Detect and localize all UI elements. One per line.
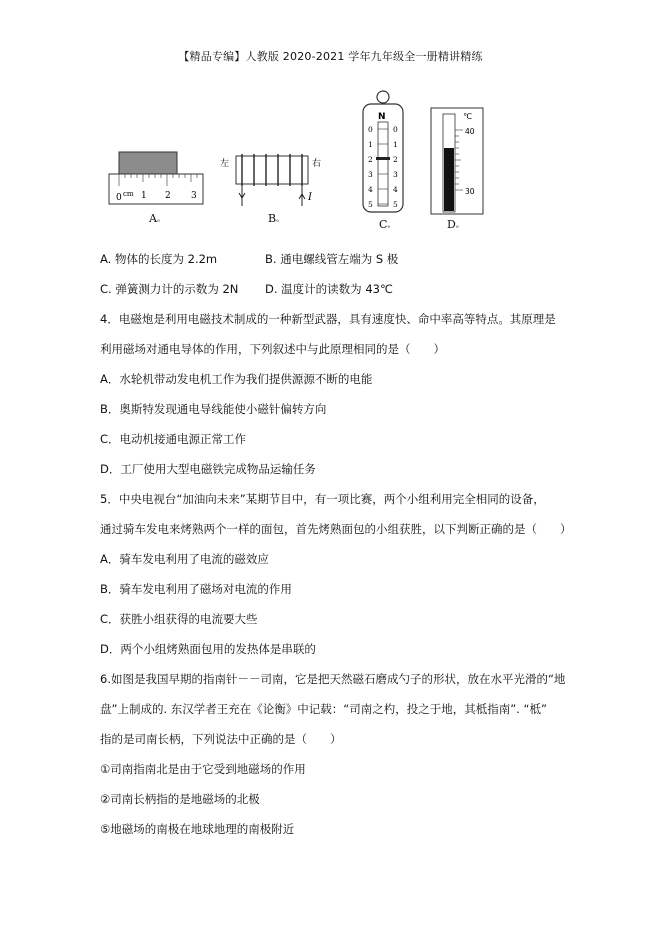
svg-text:5: 5 (368, 200, 373, 209)
q5-stem-line-2: 通过骑车发电来烤熟两个一样的面包，首先烤熟面包的小组获胜，以下判断正确的是（ ） (100, 522, 572, 536)
svg-text:2: 2 (368, 155, 373, 164)
svg-text:4: 4 (368, 185, 373, 194)
ruler-unit: cm (123, 190, 134, 198)
figure-row (100, 88, 520, 238)
mercury-column (444, 148, 454, 211)
thermometer-label-30: 30 (465, 187, 475, 196)
q6-statement-2: ②司南长柄指的是地磁场的北极 (100, 792, 260, 806)
ruler-tick-2: 2 (165, 191, 171, 201)
svg-text:3: 3 (368, 170, 373, 179)
measured-block (119, 152, 177, 174)
spring-scale-drawing (355, 88, 415, 216)
scale-letter: N (378, 112, 386, 122)
svg-text:4: 4 (393, 185, 398, 194)
q4-option-d: D．工厂使用大型电磁铁完成物品运输任务 (100, 462, 316, 476)
q5-option-a: A．骑车发电利用了电流的磁效应 (100, 552, 269, 566)
label-left: 左 (220, 159, 230, 169)
thermometer-case (431, 108, 483, 214)
ruler-tick-1: 1 (141, 191, 147, 201)
q5-option-d: D．两个小组烤熟面包用的发热体是串联的 (100, 642, 316, 656)
q4-option-b: B．奥斯特发现通电导线能使小磁针偏转方向 (100, 402, 327, 416)
q6-statement-1: ①司南指南北是由于它受到地磁场的作用 (100, 762, 306, 776)
q4-stem-line-2: 利用磁场对通电导体的作用，下列叙述中与此原理相同的是（ ） (100, 342, 445, 356)
page-header: 【精品专编】人教版 2020-2021 学年九年级全一册精讲精练 (178, 50, 483, 63)
thermometer-drawing (425, 106, 489, 218)
hanging-ring (377, 91, 389, 103)
q5-option-b: B．骑车发电利用了磁场对电流的作用 (100, 582, 292, 596)
thermometer-label-40: 40 (465, 127, 475, 136)
current-label: I (308, 192, 312, 203)
q3-option-d: D. 温度计的读数为 43℃ (265, 282, 393, 296)
q3-option-b: B. 通电螺线管左端为 S 极 (265, 252, 399, 266)
solenoid-drawing (220, 150, 330, 210)
q5-option-c: C．获胜小组获得的电流要大些 (100, 612, 258, 626)
thermometer-unit: ℃ (463, 112, 472, 121)
q4-option-c: C．电动机接通电源正常工作 (100, 432, 247, 446)
ruler-body (109, 174, 203, 204)
ruler-tick-0: 0 (116, 193, 122, 203)
q4-stem-line-1: 4．电磁炮是利用电磁技术制成的一种新型武器，具有速度快、命中率高等特点。其原理是 (100, 312, 556, 326)
figure-a-ruler (105, 148, 205, 225)
figure-d-thermometer (425, 106, 489, 231)
label-right: 右 (312, 159, 322, 169)
svg-text:1: 1 (393, 140, 398, 149)
q6-statement-3: ⑤地磁场的南极在地球地理的南极附近 (100, 822, 295, 836)
svg-text:5: 5 (393, 200, 398, 209)
caption-b: Bₑ (268, 212, 280, 225)
caption-d: Dₑ (447, 218, 459, 231)
figure-c-spring-scale (355, 88, 415, 231)
svg-text:1: 1 (368, 140, 373, 149)
q3-option-a: A. 物体的长度为 2.2m (100, 252, 218, 266)
q5-stem-line-1: 5．中央电视台“加油向未来”某期节目中，有一项比赛，两个小组利用完全相同的设备， (100, 492, 545, 506)
q6-stem-line-1: 6.如图是我国早期的指南针－－司南，它是把天然磁石磨成勺子的形状，放在水平光滑的“地 (100, 672, 566, 686)
svg-text:0: 0 (393, 125, 398, 134)
svg-text:0: 0 (368, 125, 373, 134)
figure-b-solenoid (220, 150, 330, 225)
ruler-tick-3: 3 (191, 191, 197, 201)
scale-slot (378, 122, 388, 206)
q6-stem-line-2: 盘”上制成的. 东汉学者王充在《论衡》中记载：“司南之杓，投之于地，其柢指南”. “柢” (100, 702, 547, 716)
svg-text:2: 2 (393, 155, 398, 164)
ruler-drawing (105, 148, 205, 208)
q3-option-c: C. 弹簧测力计的示数为 2N (100, 282, 239, 296)
solenoid-core (236, 156, 308, 184)
q4-option-a: A．水轮机带动发电机工作为我们提供源源不断的电能 (100, 372, 373, 386)
q6-stem-line-3: 指的是司南长柄，下列说法中正确的是（ ） (100, 732, 342, 746)
caption-c: Cₑ (379, 218, 391, 231)
scale-pointer (376, 157, 390, 160)
svg-text:3: 3 (393, 170, 398, 179)
caption-a: Aₑ (149, 212, 161, 225)
